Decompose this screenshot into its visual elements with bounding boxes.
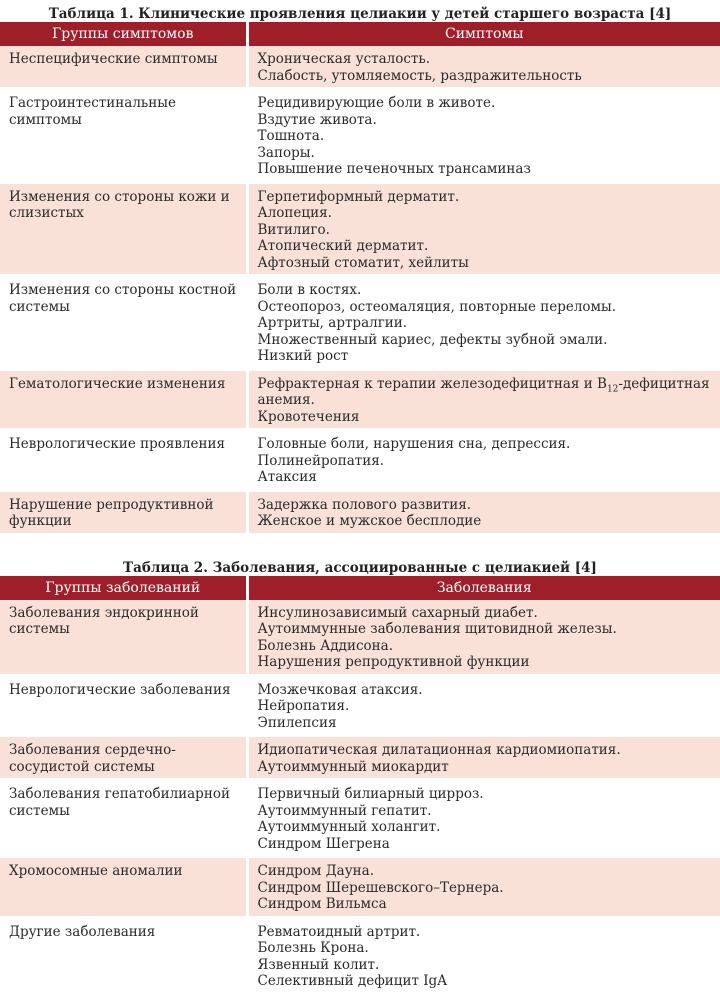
table-row: [0, 89, 720, 183]
group-cell: Нарушение репродуктивной функции: [0, 490, 247, 534]
item-line: Атопический дерматит.: [257, 238, 429, 254]
item-line: Запоры.: [257, 144, 315, 161]
item-line: Головные боли, нарушения сна, депрессия.: [257, 436, 571, 452]
table1-title: Таблица 1. Клинические проявления целиакии у детей старшего возраста [4]: [48, 6, 672, 22]
anemia-text-before: Рефрактерная к терапии железодефицитная и B: [257, 375, 607, 392]
anemia-line: [258, 376, 715, 409]
table-row: [0, 490, 720, 534]
items-cell: [247, 182, 720, 276]
item-line: Задержка полового развития.: [257, 496, 472, 513]
anemia-subscript: 12: [606, 384, 619, 395]
items-cell: [247, 857, 720, 918]
item-line: Мозжечковая атаксия.: [257, 681, 423, 698]
table-row: [0, 780, 720, 857]
table2-title: Таблица 2. Заболевания, ассоциированные с целиакией [4]: [123, 559, 597, 576]
item-line: Первичный билиарный цирроз.: [257, 786, 484, 802]
item-line: Аутоиммунный миокардит: [257, 758, 449, 775]
item-line: Синдром Вильмса: [257, 896, 387, 912]
group-cell: Изменения со стороны кожи и слизистых: [0, 182, 247, 276]
anemia-text-after: -дефицитная анемия.: [257, 375, 710, 408]
item-line: Хроническая усталость.: [257, 51, 431, 67]
table-row: [0, 182, 720, 276]
item-line: Полинейропатия.: [257, 452, 385, 469]
item-line: Синдром Шегрена: [257, 835, 390, 852]
items-cell: [247, 917, 720, 994]
table2-header-row: [0, 576, 720, 600]
table-row: [0, 46, 720, 89]
group-cell: Неврологические проявления: [0, 430, 247, 491]
group-cell: Другие заболевания: [0, 917, 247, 994]
group-cell: Заболевания гепатобилиарной системы: [0, 780, 247, 857]
table1-header-symptoms: Симптомы: [247, 22, 720, 46]
group-cell: Изменения со стороны костной системы: [0, 276, 247, 370]
items-cell: [247, 490, 720, 534]
items-cell: [247, 89, 720, 183]
items-cell: [247, 430, 720, 491]
group-cell: Хромосомные аномалии: [0, 857, 247, 918]
table1-header-row: [0, 22, 720, 46]
item-line: Остеопороз, остеомаляция, повторные переломы.: [257, 298, 617, 315]
group-cell: Заболевания эндокринной системы: [0, 600, 247, 676]
item-line: Аутоиммунный гепатит.: [257, 802, 432, 819]
item-line: Атаксия: [257, 469, 317, 485]
item-line: Слабость, утомляемость, раздражительность: [257, 67, 582, 84]
item-line: Женское и мужское бесплодие: [257, 513, 482, 529]
table1-header-groups: Группы симптомов: [0, 22, 247, 46]
group-cell: Неврологические заболевания: [0, 675, 247, 736]
table-row: [0, 675, 720, 736]
group-cell: Гастроинтестинальные симптомы: [0, 89, 247, 183]
table1: [0, 22, 720, 536]
table-row: [0, 600, 720, 676]
item-line: Кровотечения: [257, 408, 360, 425]
item-line: Селективный дефицит IgA: [257, 973, 447, 989]
item-line: Болезнь Крона.: [257, 940, 369, 956]
item-line: Множественный кариес, дефекты зубной эмали.: [257, 331, 608, 348]
items-cell: [247, 675, 720, 736]
table2-header-groups: Группы заболеваний: [0, 576, 247, 600]
item-line: Эпилепсия: [257, 714, 337, 731]
item-line: Аутоиммунный холангит.: [257, 819, 441, 835]
item-line: Ревматоидный артрит.: [257, 923, 421, 940]
item-line: Синдром Шерешевского–Тернера.: [257, 879, 504, 896]
item-line: Инсулинозависимый сахарный диабет.: [257, 604, 538, 621]
item-line: Алопеция.: [257, 205, 332, 221]
table-row: [0, 430, 720, 491]
item-line: Идиопатическая дилатационная кардиомиопатия.: [257, 742, 621, 758]
item-line: Герпетиформный дерматит.: [257, 188, 460, 205]
items-cell: [247, 600, 720, 676]
item-line: Нейропатия.: [257, 698, 350, 714]
item-line: Боли в костях.: [257, 282, 362, 298]
group-cell: Гематологические изменения: [0, 369, 247, 430]
table2-header-diseases: Заболевания: [247, 576, 720, 600]
item-line: Синдром Дауна.: [257, 863, 375, 879]
items-cell: [247, 780, 720, 857]
table-row: [0, 917, 720, 994]
group-cell: Заболевания сердечно-сосудистой системы: [0, 736, 247, 780]
item-line: Артриты, артралгии.: [257, 315, 408, 331]
item-line: Язвенный колит.: [257, 956, 380, 973]
items-cell: [247, 736, 720, 780]
item-line: Рецидивирующие боли в животе.: [257, 95, 496, 111]
item-line: Афтозный стоматит, хейлиты: [257, 254, 469, 271]
item-line: Тошнота.: [257, 128, 325, 144]
table-row: [0, 369, 720, 430]
table-row: [0, 736, 720, 780]
item-line: Низкий рост: [257, 348, 349, 364]
group-cell: Неспецифические симптомы: [0, 46, 247, 89]
item-line: Нарушения репродуктивной функции: [257, 654, 530, 670]
item-line: Витилиго.: [257, 221, 330, 238]
table-row: [0, 857, 720, 918]
item-line: Повышение печеночных трансаминаз: [257, 161, 531, 177]
item-line: Болезнь Аддисона.: [257, 637, 393, 654]
item-line: Вздутие живота.: [257, 111, 377, 128]
table2: [0, 576, 720, 996]
items-cell: [247, 276, 720, 370]
items-cell: [247, 369, 720, 430]
items-cell: [247, 46, 720, 89]
table-row: [0, 276, 720, 370]
item-line: Аутоиммунные заболевания щитовидной железы.: [257, 621, 617, 637]
